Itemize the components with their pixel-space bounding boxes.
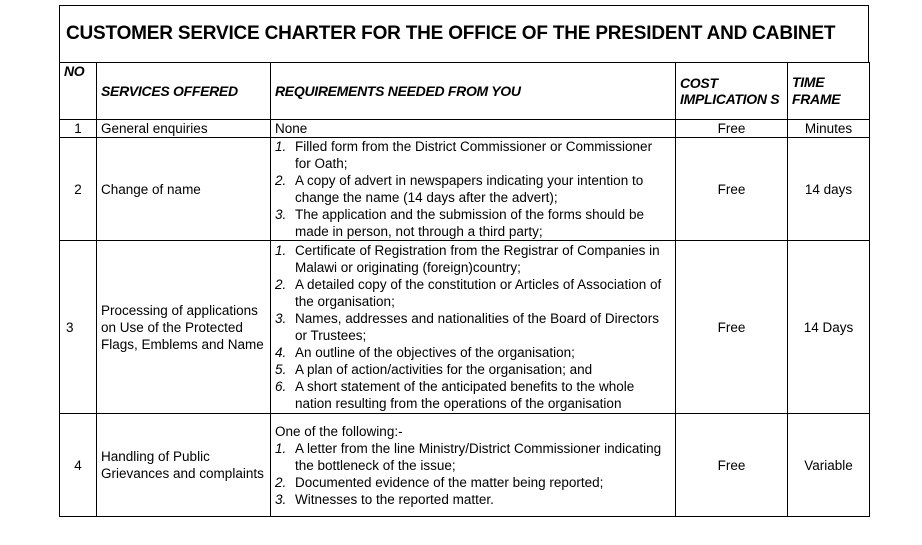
requirements-cell bbox=[271, 120, 676, 138]
list-item-text: The application and the submission of the forms should be made in person, not through a third party; bbox=[295, 207, 644, 239]
list-item-number: 1. bbox=[275, 139, 287, 154]
list-item-text: Names, addresses and nationalities of the Board of Directors or Trustees; bbox=[295, 311, 659, 343]
list-item-text: A short statement of the anticipated benefits to the whole nation resulting from the operations of the organisation bbox=[295, 379, 635, 411]
time-cell: 14 Days bbox=[788, 241, 870, 414]
list-item-text: Filled form from the District Commissioner or Commissioner for Oath; bbox=[295, 139, 653, 171]
table-row bbox=[60, 120, 870, 138]
time-cell: Variable bbox=[788, 414, 870, 517]
list-item bbox=[275, 138, 671, 172]
cost-cell: Free bbox=[676, 138, 788, 241]
list-item bbox=[275, 276, 671, 310]
header-no: NO bbox=[60, 63, 97, 120]
charter-table bbox=[59, 62, 870, 517]
header-row bbox=[60, 63, 870, 120]
list-item bbox=[275, 206, 671, 240]
time-cell: Minutes bbox=[788, 120, 870, 138]
list-item-number: 3. bbox=[275, 311, 287, 326]
list-item bbox=[275, 310, 671, 344]
header-services: SERVICES OFFERED bbox=[97, 63, 271, 120]
time-cell: 14 days bbox=[788, 138, 870, 241]
cost-cell: Free bbox=[676, 241, 788, 414]
row-number: 3 bbox=[60, 241, 97, 414]
list-item-text: Certificate of Registration from the Registrar of Companies in Malawi or originating (foreign)country; bbox=[295, 243, 660, 275]
title-box bbox=[59, 5, 869, 62]
list-item bbox=[275, 242, 671, 276]
requirements-list bbox=[275, 242, 671, 412]
list-item bbox=[275, 361, 671, 378]
page-title: CUSTOMER SERVICE CHARTER FOR THE OFFICE OF THE PRESIDENT AND CABINET bbox=[66, 23, 836, 44]
requirements-cell bbox=[271, 414, 676, 517]
list-item-text: Documented evidence of the matter being reported; bbox=[295, 474, 604, 490]
table-row bbox=[60, 138, 870, 241]
list-item-number: 2. bbox=[275, 277, 287, 292]
list-item-number: 3. bbox=[275, 207, 287, 222]
list-item-text: A letter from the line Ministry/District Commissioner indicating the bottleneck of the issue; bbox=[295, 440, 662, 473]
list-item-number: 4. bbox=[275, 345, 287, 360]
requirements-intro: None bbox=[275, 121, 308, 136]
list-item bbox=[275, 344, 671, 361]
cost-cell: Free bbox=[676, 120, 788, 138]
requirements-intro: One of the following:- bbox=[275, 423, 403, 439]
header-cost: COST IMPLICATION S bbox=[676, 63, 788, 120]
requirements-cell bbox=[271, 138, 676, 241]
requirements-list bbox=[275, 440, 671, 508]
list-item-number: 3. bbox=[275, 491, 287, 507]
requirements-cell bbox=[271, 241, 676, 414]
header-time: TIME FRAME bbox=[788, 63, 870, 120]
header-requirements: REQUIREMENTS NEEDED FROM YOU bbox=[271, 63, 676, 120]
list-item bbox=[275, 491, 671, 508]
cost-cell: Free bbox=[676, 414, 788, 517]
requirements-list bbox=[275, 138, 671, 240]
service-cell: Handling of Public Grievances and complaints bbox=[97, 414, 271, 517]
list-item-text: A copy of advert in newspapers indicating your intention to change the name (14 days after the advert); bbox=[295, 173, 644, 205]
service-cell: Processing of applications on Use of the Protected Flags, Emblems and Name bbox=[97, 241, 271, 414]
list-item-text: A plan of action/activities for the organisation; and bbox=[295, 362, 593, 377]
service-cell: Change of name bbox=[97, 138, 271, 241]
list-item-number: 2. bbox=[275, 474, 287, 490]
list-item-text: A detailed copy of the constitution or Articles of Association of the organisation; bbox=[295, 277, 662, 309]
row-number: 4 bbox=[60, 414, 97, 517]
list-item bbox=[275, 172, 671, 206]
charter-document bbox=[59, 5, 869, 517]
row-number: 1 bbox=[60, 120, 97, 138]
list-item bbox=[275, 474, 671, 491]
table-row bbox=[60, 414, 870, 517]
table-row bbox=[60, 241, 870, 414]
list-item bbox=[275, 378, 671, 412]
list-item-number: 5. bbox=[275, 362, 287, 377]
list-item bbox=[275, 440, 671, 474]
service-cell: General enquiries bbox=[97, 120, 271, 138]
list-item-text: An outline of the objectives of the organisation; bbox=[295, 345, 575, 360]
list-item-number: 6. bbox=[275, 379, 287, 394]
list-item-text: Witnesses to the reported matter. bbox=[295, 491, 494, 507]
row-number: 2 bbox=[60, 138, 97, 241]
list-item-number: 2. bbox=[275, 173, 287, 188]
list-item-number: 1. bbox=[275, 243, 287, 258]
list-item-number: 1. bbox=[275, 440, 287, 456]
